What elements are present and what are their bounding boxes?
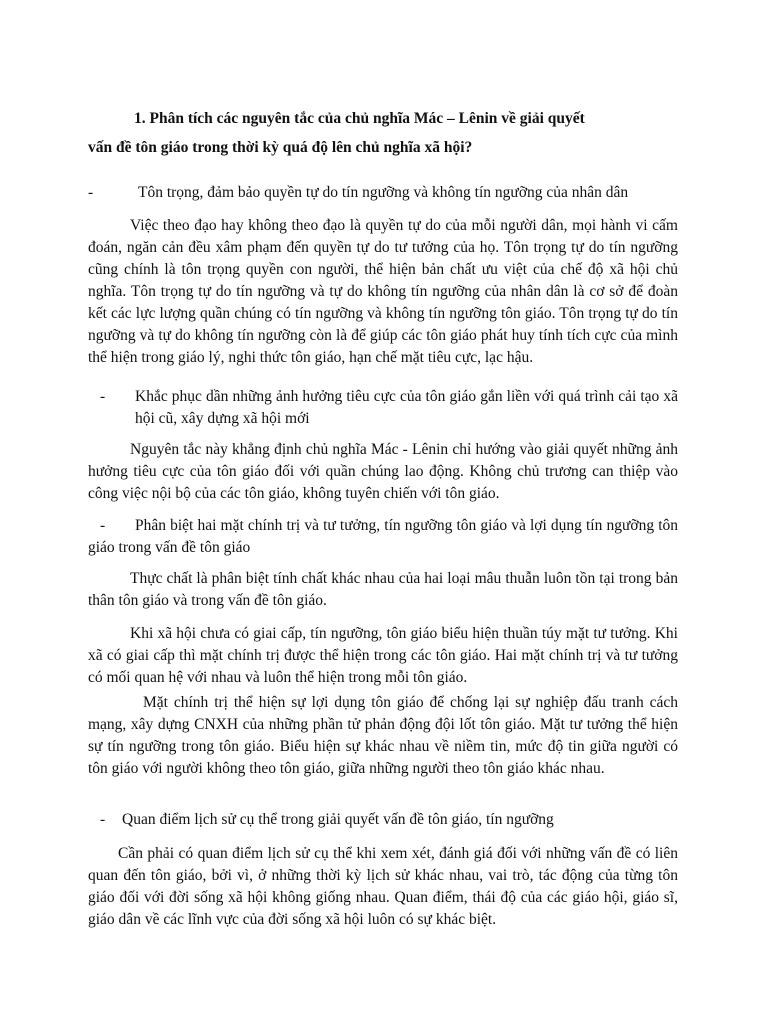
heading-line-1: 1. Phân tích các nguyên tắc của chủ nghĩa Mác – Lênin về giải quyết [134, 110, 585, 127]
paragraph: Cần phải có quan điểm lịch sử cụ thể khi xem xét, đánh giá đối với những vấn đề có liên quan đến tôn giáo, bởi vì, ở những thời kỳ lịch sử khác nhau, vai trò, tác động của từng tôn giáo đối với đời sống xã hội không giống nhau. Quan điểm, thái độ của các giáo hội, giáo sĩ, giáo dân về các lĩnh vực của đời sống xã hội luôn có sự khác biệt. [88, 845, 678, 928]
bullet-heading-4: Quan điểm lịch sử cụ thể trong giải quyết vấn đề tôn giáo, tín ngưỡng [122, 811, 554, 828]
bullet-heading-2: Khắc phục dần những ảnh hưởng tiêu cực của tôn giáo gắn liền với quá trình cải tạo xã hội cũ, xây dựng xã hội mới [135, 388, 678, 427]
heading-line-2: vấn đề tôn giáo trong thời kỳ quá độ lên chủ nghĩa xã hội? [88, 139, 473, 156]
paragraph: Nguyên tắc này khẳng định chủ nghĩa Mác - Lênin chỉ hướng vào giải quyết những ảnh hưởng tiêu cực của tôn giáo đối với quần chúng lao động. Không chủ trương can thiệp vào công việc nội bộ của các tôn giáo, không tuyên chiến với tôn giáo. [88, 441, 678, 502]
paragraph: Việc theo đạo hay không theo đạo là quyền tự do của mỗi người dân, mọi hành vi cấm đoán, ngăn cản đều xâm phạm đến quyền tự do tư tưởng của họ. Tôn trọng tự do tín ngưỡng cũng chính là tôn trọng quyền con người, thể hiện bản chất ưu việt của chế độ xã hội chủ nghĩa. Tôn trọng tự do tín ngưỡng và tự do không tín ngưỡng của nhân dân là cơ sở để đoàn kết các lực lượng quần chúng có tín ngưỡng và không tín ngưỡng tôn giáo. Tôn trọng tự do tín ngưỡng và tự do không tín ngưỡng còn là để giúp các tôn giáo phát huy tính tích cực của mình thể hiện trong giáo lý, nghi thức tôn giáo, hạn chế mặt tiêu cực, lạc hậu. [88, 217, 678, 366]
bullet-heading-3: Phân biệt hai mặt chính trị và tư tưởng, tín ngưỡng tôn giáo và lợi dụng tín ngưỡng tôn giáo trong vấn đề tôn giáo [88, 517, 678, 556]
bullet-dash: - [88, 184, 94, 201]
bullet-heading-1: Tôn trọng, đảm bảo quyền tự do tín ngưỡng và không tín ngưỡng của nhân dân [138, 184, 629, 201]
bullet-dash: - [100, 388, 106, 405]
paragraph: Khi xã hội chưa có giai cấp, tín ngưỡng, tôn giáo biểu hiện thuần túy mặt tư tưởng. Khi xã có giai cấp thì mặt chính trị được thể hiện trong các tôn giáo. Hai mặt chính trị và tư tưởng có mối quan hệ với nhau và luôn thể hiện trong mỗi tôn giáo. [88, 625, 678, 686]
bullet-dash: - [100, 517, 106, 534]
paragraph: Mặt chính trị thể hiện sự lợi dụng tôn giáo để chống lại sự nghiệp đấu tranh cách mạng, xây dựng CNXH của những phần tử phản động đội lốt tôn giáo. Mặt tư tưởng thể hiện sự tín ngưỡng trong tôn giáo. Biểu hiện sự khác nhau về niềm tin, mức độ tin giữa người có tôn giáo với người không theo tôn giáo, giữa những người theo tôn giáo khác nhau. [88, 694, 678, 777]
paragraph: Thực chất là phân biệt tính chất khác nhau của hai loại mâu thuẫn luôn tồn tại trong bản thân tôn giáo và trong vấn đề tôn giáo. [88, 570, 678, 609]
bullet-dash: - [100, 811, 106, 828]
